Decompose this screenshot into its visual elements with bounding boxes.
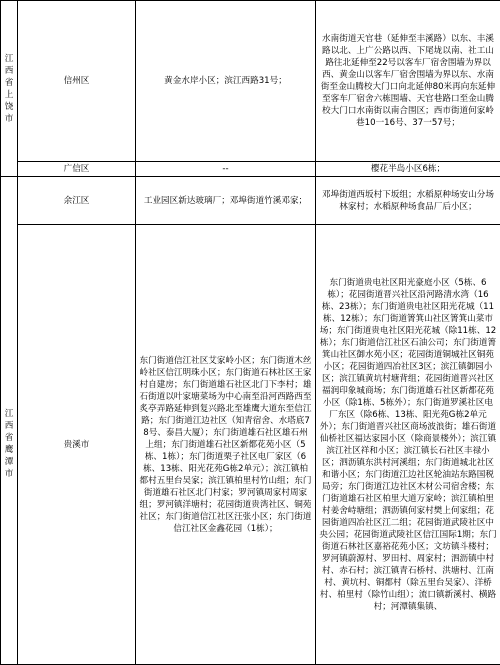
area-a-cell: 工业园区新达玻璃厂；邓埠街道竹溪邓家； [136, 177, 316, 225]
city-cell: 江西省鹰潭市 [1, 225, 18, 665]
district-cell: 余江区 [18, 177, 136, 225]
district-cell: 信州区 [18, 1, 136, 162]
table-row [1, 177, 500, 225]
area-a-cell: 黄金水岸小区；滨江西路31号； [136, 1, 316, 162]
area-b-cell: 樱花半岛小区6栋； [316, 162, 500, 177]
area-a-cell: 东门街道信江社区艾家岭小区；东门街道木丝岭社区信江明珠小区；东门街道石林社区王家村自建房；东门街道雄石社区北门下李村；雄石街道以叶家塘菜场为中心南至沿河西路西至炙亭弄路延伸到复兴路北至雄鹰大道东至信江路；东门街道江边社区（知青宿舍、水塔底78号、泰昌大厦）；东门街道雄石社区雄石州上组；东门街道雄石社区新都花苑小区（5栋、1栋）；东门街道栗子社区电厂家区（6栋、13栋、阳光花苑G栋2单元）；滨江镇柏都村五里台吴家；滨江镇柏里村竹山组；东门街道雄石社区北门村家；罗河镇周家村周家组；罗河镇洋塘村；花园街道贵湾社区、铜苑社区；东门街道信江社区汪张小区；东门街道信江社区金鑫花园（1栋）； [136, 225, 316, 665]
area-b-cell: 邓埠街道西坂村下坂组；水稻原种场安山分场林家村；水稻原种场食品厂后小区； [316, 177, 500, 225]
city-cell: 江西省上饶市 [1, 1, 18, 177]
table-row [1, 225, 500, 665]
district-cell: 贵溪市 [18, 225, 136, 665]
area-b-cell: 东门街道贵电社区阳光豪庭小区（5栋、6栋）；花园街道晋兴社区沿河路清水湾（16栋、23栋）；东门街道贵电社区阳光花城（11栋、12栋）；东门街道箐箕山社区箐箕山菜市场；东门街道贵电社区阳光花城（除11栋、12栋）；东门街道信江社区石油公司；东门街道箐箕山社区御水苑小区；花园街道铜城社区铜苑小区；花园街道四冶社区3区；滨江镇御园小区；滨江镇黄坑村塘背组；花园街道晋兴社区福润印象城商场；东门街道雄石社区新都花苑小区（除1栋、5栋外）；东门街道罗溪社区电厂东区（除6栋、13栋、阳光苑G栋2单元外）；东门街道晋兴社区商场波浪街；雄石街道仙桥社区福达家园小区（除商景楼外）；滨江镇滨江社区祥和小区；滨江镇长石社区丰禄小区；泗沥镇东洪村河溪组；东门街道城北社区和谐小区；东门街道江边社区轮油站东路国税局旁；东门街道江边社区木材公司宿舍楼；东门街道雄石社区柏里大道万家岭；滨江镇柏里村姜舍峙塘组；泗沥镇何家村樊上何家组；花园街道四冶社区江二组；花园街道武陵社区中央公园；花园街道武陵社区信江国际1期；东门街道石林社区嘉裕花苑小区；文坊镇斗楼村；罗河镇蔚源村、罗田村、周家村；泗沥镇中村村、赤石村；滨江镇青石桥村、洪塘村、江南村、黄坑村、铜都村（除五里台吴家）、洋桥村、柏里村（除竹山组）；流口镇新溪村、横路村；河潭镇集镇、 [316, 225, 500, 665]
district-cell: 广信区 [18, 162, 136, 177]
area-b-cell: 水南街道天官巷（延伸至丰溪路）以东、丰溪路以北、上广公路以西、下尾垅以南、社工山路往北延伸至22号以客车厂宿舍围墙为界以西、黄金山以客车厂宿舍围墙为界以东、水南街至金山腾校大门口向北延伸80米再向东延伸至客车厂宿舍六栋围墙、天官巷路口至金山腾校大门口水南街以南合围区；西市街道何家岭巷10一16号、37一57号； [316, 1, 500, 162]
table-row [1, 1, 500, 162]
table-row [1, 162, 500, 177]
area-a-cell: -- [136, 162, 316, 177]
